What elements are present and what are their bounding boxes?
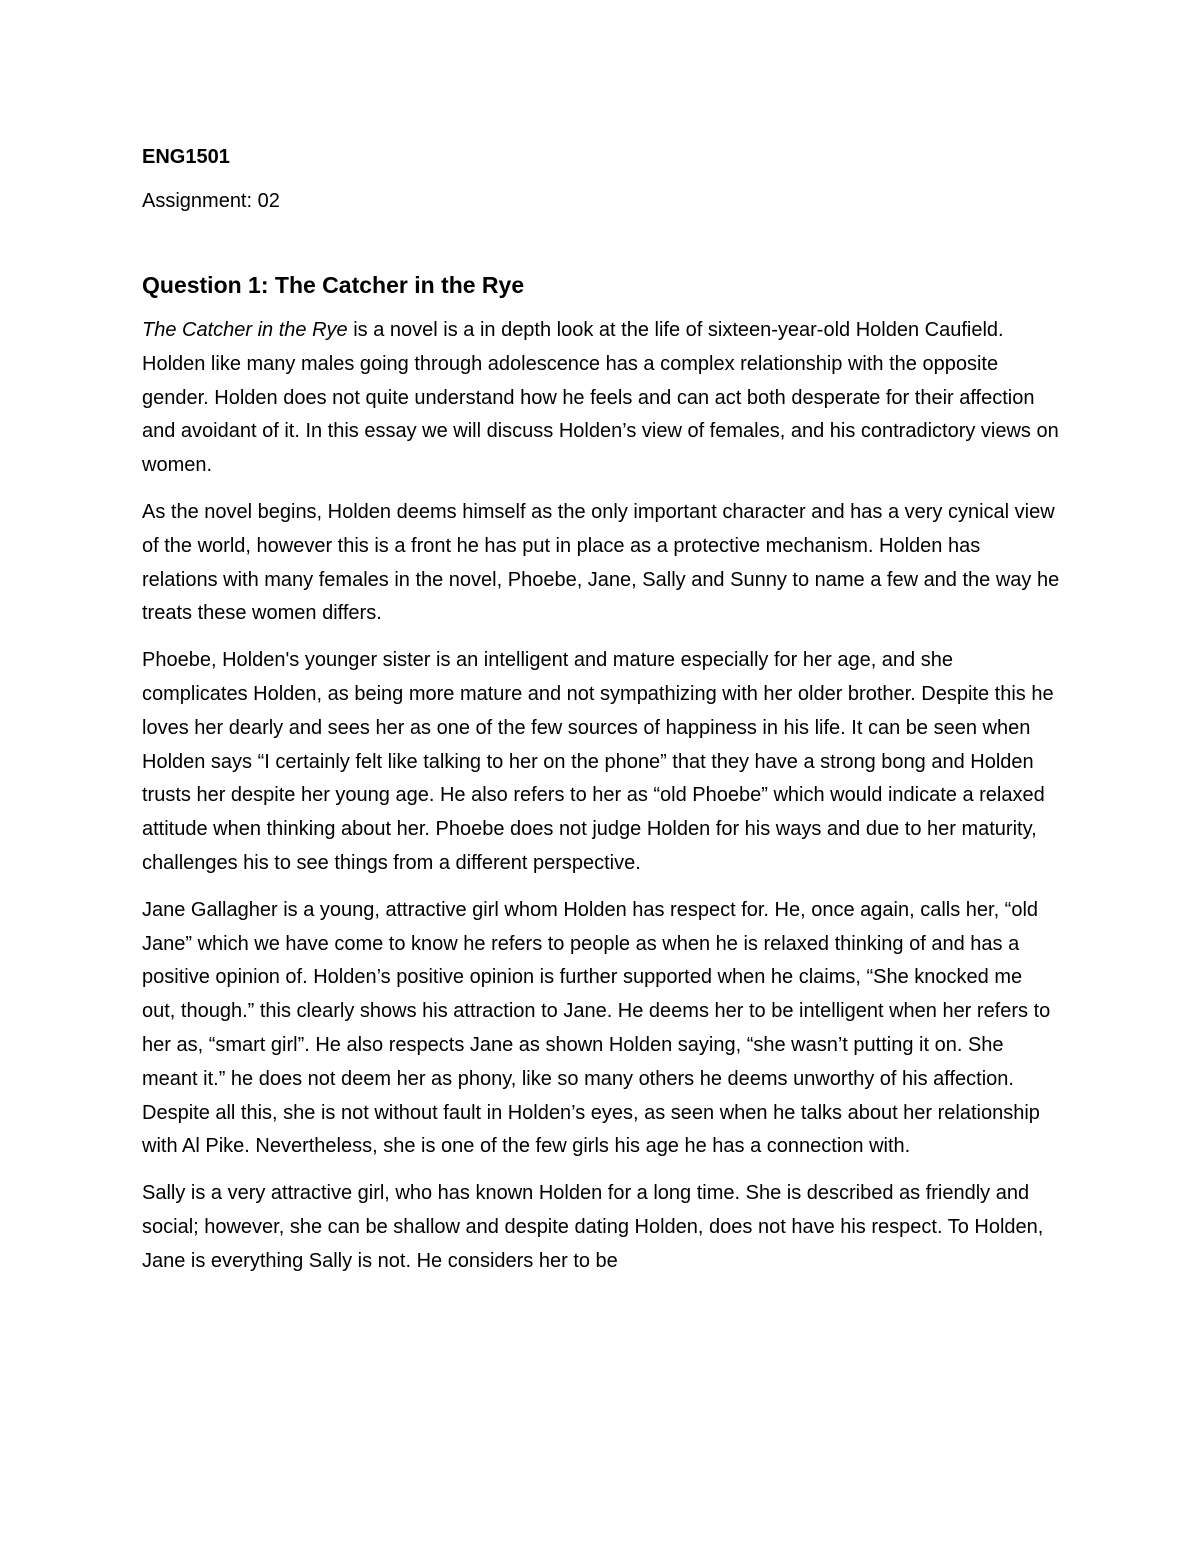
intro-paragraph	[142, 314, 1060, 483]
body-paragraph-4: Sally is a very attractive girl, who has known Holden for a long time. She is described as friendly and social; however, she can be shallow and despite dating Holden, does not have his respect. To Holden, Jane is everything Sally is not. He considers her to be	[142, 1182, 1044, 1272]
body-paragraph-1: As the novel begins, Holden deems himself as the only important character and has a very cynical view of the world, however this is a front he has put in place as a protective mechanism. Holden has relations with many females in the novel, Phoebe, Jane, Sally and Sunny to name a few and the way he treats these women differs.	[142, 500, 1060, 625]
body-paragraph-2: Phoebe, Holden's younger sister is an intelligent and mature especially for her age, and she complicates Holden, as being more mature and not sympathizing with her older brother. Despite this he loves her dearly and sees her as one of the few sources of happiness in his life. It can be seen when Holden says “I certainly felt like talking to her on the phone” that they have a strong bong and Holden trusts her despite her young age. He also refers to her as “old Phoebe” which would indicate a relaxed attitude when thinking about her. Phoebe does not judge Holden for his ways and due to her maturity, challenges his to see things from a different perspective.	[142, 649, 1054, 874]
course-code: ENG1501	[142, 146, 230, 168]
body-paragraph-3: Jane Gallagher is a young, attractive girl whom Holden has respect for. He, once again, calls her, “old Jane” which we have come to know he refers to people as when he is relaxed thinking of and has a positive opinion of. Holden’s positive opinion is further supported when he claims, “She knocked me out, though.” this clearly shows his attraction to Jane. He deems her to be intelligent when her refers to her as, “smart girl”. He also respects Jane as shown Holden saying, “she wasn’t putting it on. She meant it.” he does not deem her as phony, like so many others he deems unworthy of his affection. Despite all this, she is not without fault in Holden’s eyes, as seen when he talks about her relationship with Al Pike. Nevertheless, she is one of the few girls his age he has a connection with.	[142, 898, 1051, 1158]
intro-text: is a novel is a in depth look at the life of sixteen-year-old Holden Caufield. Holden like many males going through adolescence has a complex relationship with the opposite gender. Holden does not quite understand how he feels and can act both desperate for their affection and avoidant of it. In this essay we will discuss Holden’s view of females, and his contradictory views on women.	[142, 319, 1059, 477]
question-heading: Question 1: The Catcher in the Rye	[142, 272, 525, 298]
document-page	[142, 142, 1060, 1292]
assignment-number: Assignment: 02	[142, 190, 280, 212]
novel-title: The Catcher in the Rye	[142, 319, 348, 341]
